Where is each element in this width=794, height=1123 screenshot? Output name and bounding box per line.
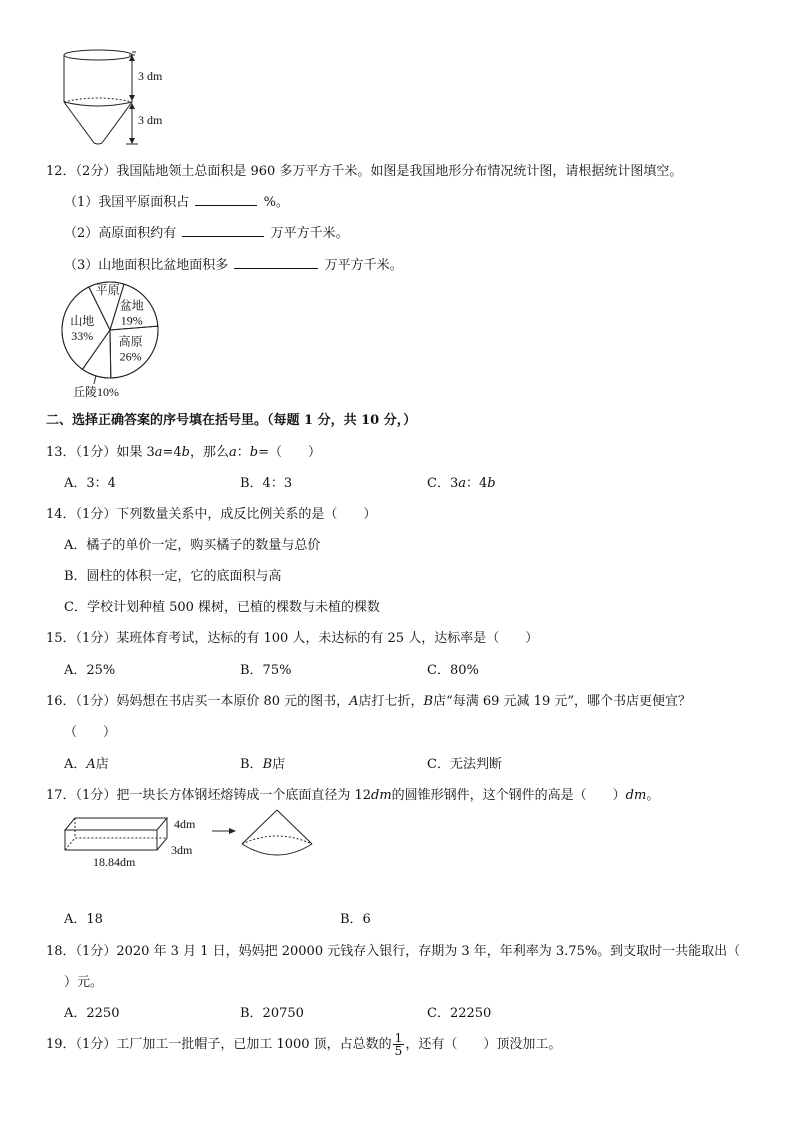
q13-var-a2: a <box>229 445 237 460</box>
funnel-figure <box>60 46 190 148</box>
q17-option-a[interactable]: A．18 <box>64 912 103 927</box>
q16-stem <box>46 690 691 709</box>
q13-var-b2: b <box>249 445 259 460</box>
q13-option-c-mid: ：4 <box>465 476 488 491</box>
q18-stem-line1: 18．（1分）2020 年 3 月 1 日，妈妈把 20000 元钱存入银行，存期为 3 年，年利率为 3.75%。到支取时一共能取出（ <box>46 944 741 959</box>
cuboid-length-label: 18.84dm <box>93 855 136 869</box>
q19-stem <box>46 1032 561 1057</box>
q12-part1-pre: （1）我国平原面积占 <box>64 195 190 210</box>
q18-stem-line2: ）元。 <box>64 975 104 990</box>
q13-option-a[interactable]: A．3：4 <box>64 476 116 491</box>
q12-part2-blank[interactable] <box>182 224 264 237</box>
pie-label-pendi: 盆地 <box>119 298 144 313</box>
q16-option-c[interactable]: C．无法判断 <box>427 757 502 772</box>
q15-stem: 15．（1分）某班体育考试，达标的有 100 人，未达标的有 25 人，达标率是（ ） <box>46 631 539 646</box>
q17-stem <box>46 784 659 803</box>
q19-fraction-numerator: 1 <box>394 1031 403 1045</box>
q12-part2-pre: （2）高原面积约有 <box>64 226 177 241</box>
q12-stem: 12．（2分）我国陆地领土总面积是 960 多万平方千米。如图是我国地形分布情况统计图，请根据统计图填空。 <box>46 164 683 179</box>
q16-shop-b: B <box>423 694 434 709</box>
q13-stem-mid2: ，那么 <box>189 445 229 460</box>
q16-shop-a: A <box>349 694 359 709</box>
funnel-top-label: 3 dm <box>138 69 163 83</box>
q15-option-b[interactable]: B．75% <box>240 663 292 678</box>
funnel-bottom-label: 3 dm <box>138 113 163 127</box>
q13-stem-mid1: =4 <box>162 445 182 460</box>
q18-option-a[interactable]: A．2250 <box>64 1006 120 1021</box>
q19-fraction-denominator: 5 <box>394 1044 403 1058</box>
cuboid-height-label: 4dm <box>174 817 196 831</box>
q14-option-a[interactable]: A．橘子的单价一定，购买橘子的数量与总价 <box>64 538 321 553</box>
q16-stem-post: 店“每满 69 元减 19 元”，哪个书店更便宜？ <box>433 694 691 709</box>
pie-label-qiuling: 丘陵10% <box>72 384 119 399</box>
q14-stem: 14．（1分）下列数量关系中，成反比例关系的是（ ） <box>46 507 377 522</box>
pie-value-gaoyuan: 26% <box>119 349 142 364</box>
pie-value-shandi: 33% <box>71 328 94 343</box>
q16-stem-line2: （ ） <box>64 725 117 740</box>
q16-option-a-post: 店 <box>95 757 109 772</box>
q12-part1-blank[interactable] <box>195 193 257 206</box>
q12-part2 <box>64 222 349 241</box>
q12-part1 <box>64 191 289 210</box>
q17-stem-post: 。 <box>646 788 660 803</box>
q17-stem-pre: 17．（1分）把一块长方体钢坯熔铸成一个底面直径为 12 <box>46 788 371 803</box>
q15-option-a[interactable]: A．25% <box>64 663 116 678</box>
q16-option-b-post: 店 <box>272 757 286 772</box>
cuboid-width-label: 3dm <box>171 843 193 857</box>
q17-unit2: dm <box>625 788 647 803</box>
q18-option-c[interactable]: C．22250 <box>427 1006 492 1021</box>
q16-option-b-pre: B． <box>240 757 263 772</box>
pie-label-gaoyuan: 高原 <box>118 334 143 349</box>
q13-option-c[interactable] <box>427 472 496 491</box>
q14-option-b[interactable]: B．圆柱的体积一定，它的底面积与高 <box>64 569 282 584</box>
pie-label-shandi: 山地 <box>70 313 95 328</box>
q12-part3-post: 万平方千米。 <box>324 258 403 273</box>
q13-stem-post: =（ ） <box>258 445 322 460</box>
q16-option-a-shop: A <box>86 757 96 772</box>
q13-option-c-pre: C．3 <box>427 476 459 491</box>
section2-title: 二、选择正确答案的序号填在括号里。（每题 1 分，共 10 分，） <box>46 413 417 428</box>
q12-part2-post: 万平方千米。 <box>270 226 349 241</box>
q17-stem-mid: 的圆锥形钢件，这个钢件的高是（ ） <box>391 788 626 803</box>
q14-option-c[interactable]: C．学校计划种植 500 棵树，已植的棵数与未植的棵数 <box>64 600 381 615</box>
q16-option-b[interactable] <box>240 753 285 772</box>
q13-option-b[interactable]: B．4：3 <box>240 476 293 491</box>
q16-stem-pre: 16．（1分）妈妈想在书店买一本原价 80 元的图书， <box>46 694 350 709</box>
q12-part3-pre: （3）山地面积比盆地面积多 <box>64 258 229 273</box>
q17-option-b[interactable]: B．6 <box>340 912 371 927</box>
pie-label-pingyuan: 平原 <box>95 283 120 298</box>
pie-value-pendi: 19% <box>120 313 143 328</box>
pie-leader-qiuling <box>94 376 96 384</box>
q16-option-a[interactable] <box>64 753 109 772</box>
q13-option-c-b: b <box>487 476 496 491</box>
q16-option-b-shop: B <box>262 757 273 772</box>
q13-var-b: b <box>181 445 190 460</box>
q13-option-c-a: a <box>458 476 466 491</box>
q19-stem-pre: 19．（1分）工厂加工一批帽子，已加工 1000 顶，占总数的 <box>46 1037 392 1052</box>
q19-stem-post: ，还有（ ）顶没加工。 <box>405 1037 562 1052</box>
q16-option-a-pre: A． <box>64 757 87 772</box>
terrain-pie-chart <box>60 280 175 400</box>
q15-option-c[interactable]: C．80% <box>427 663 479 678</box>
q18-option-b[interactable]: B．20750 <box>240 1006 304 1021</box>
q16-stem-mid: 店打七折， <box>358 694 424 709</box>
cuboid-to-cone-figure <box>60 808 320 876</box>
q13-stem-pre: 13．（1分）如果 3 <box>46 445 155 460</box>
q19-fraction <box>393 1032 405 1057</box>
q12-part3 <box>64 254 403 273</box>
q17-unit1: dm <box>371 788 392 803</box>
q13-stem <box>46 441 321 460</box>
q12-part3-blank[interactable] <box>234 256 318 269</box>
q13-var-a: a <box>154 445 163 460</box>
q13-colon: ： <box>236 445 250 460</box>
q12-part1-post: %。 <box>263 195 289 210</box>
